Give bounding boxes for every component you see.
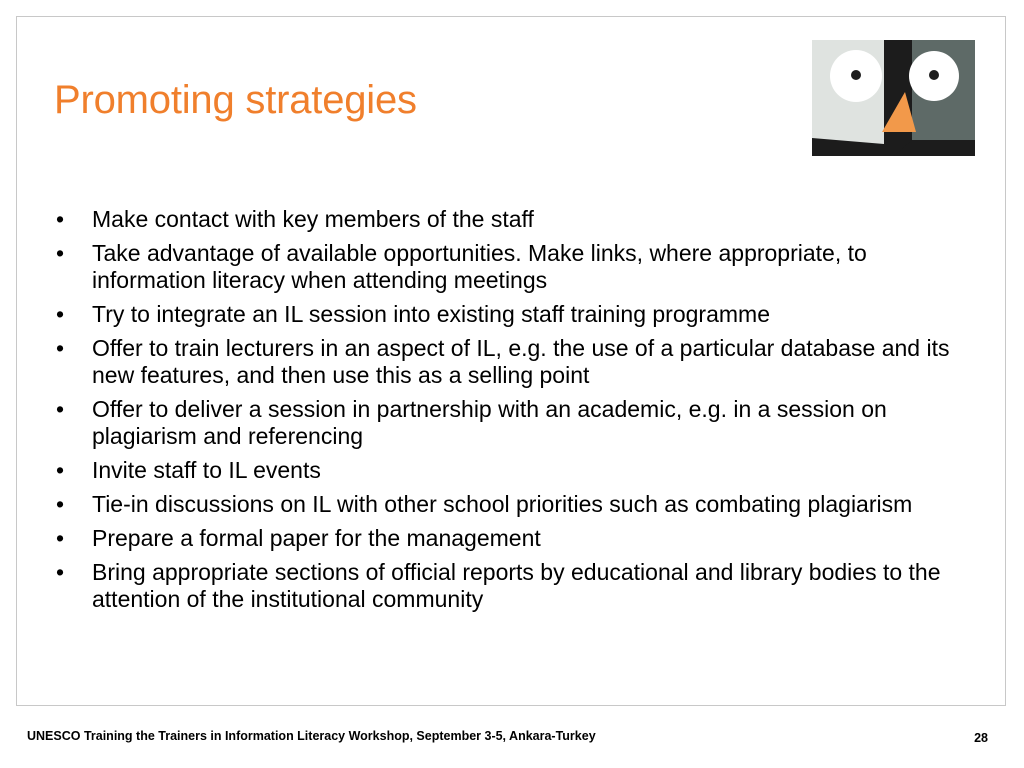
page-number: 28 — [974, 731, 988, 745]
bullet-text: Invite staff to IL events — [92, 457, 321, 483]
bullet-text: Bring appropriate sections of official reports by educational and library bodies to the attention of the institutional community — [92, 559, 941, 612]
bullet-marker: • — [56, 335, 65, 361]
owl-logo-icon — [812, 40, 975, 156]
bullet-text: Offer to deliver a session in partnership with an academic, e.g. in a session on plagiarism and referencing — [92, 396, 887, 449]
bullet-text: Prepare a formal paper for the management — [92, 525, 541, 551]
bullet-text: Offer to train lecturers in an aspect of IL, e.g. the use of a particular database and its new features, and then use this as a selling point — [92, 335, 950, 388]
bullet-item — [56, 396, 986, 450]
bullet-list — [56, 206, 986, 620]
bullet-item — [56, 240, 986, 294]
bullet-marker: • — [56, 301, 65, 327]
bullet-item — [56, 335, 986, 389]
bullet-item — [56, 491, 986, 518]
bullet-text: Take advantage of available opportunities. Make links, where appropriate, to information literacy when attending meetings — [92, 240, 867, 293]
bullet-text: Try to integrate an IL session into existing staff training programme — [92, 301, 770, 327]
bullet-item — [56, 457, 986, 484]
bullet-item — [56, 301, 986, 328]
bullet-marker: • — [56, 396, 65, 422]
bullet-item — [56, 206, 986, 233]
bullet-item — [56, 559, 986, 613]
bullet-text: Tie-in discussions on IL with other school priorities such as combating plagiarism — [92, 491, 913, 517]
bullet-marker: • — [56, 457, 65, 483]
bullet-marker: • — [56, 559, 65, 585]
bullet-marker: • — [56, 206, 65, 232]
bullet-item — [56, 525, 986, 552]
bullet-text: Make contact with key members of the staff — [92, 206, 534, 232]
bullet-marker: • — [56, 240, 65, 266]
bullet-marker: • — [56, 525, 65, 551]
bullet-marker: • — [56, 491, 65, 517]
footer-text: UNESCO Training the Trainers in Information Literacy Workshop, September 3-5, Ankara-Turkey — [27, 729, 596, 743]
slide-title: Promoting strategies — [54, 78, 417, 122]
